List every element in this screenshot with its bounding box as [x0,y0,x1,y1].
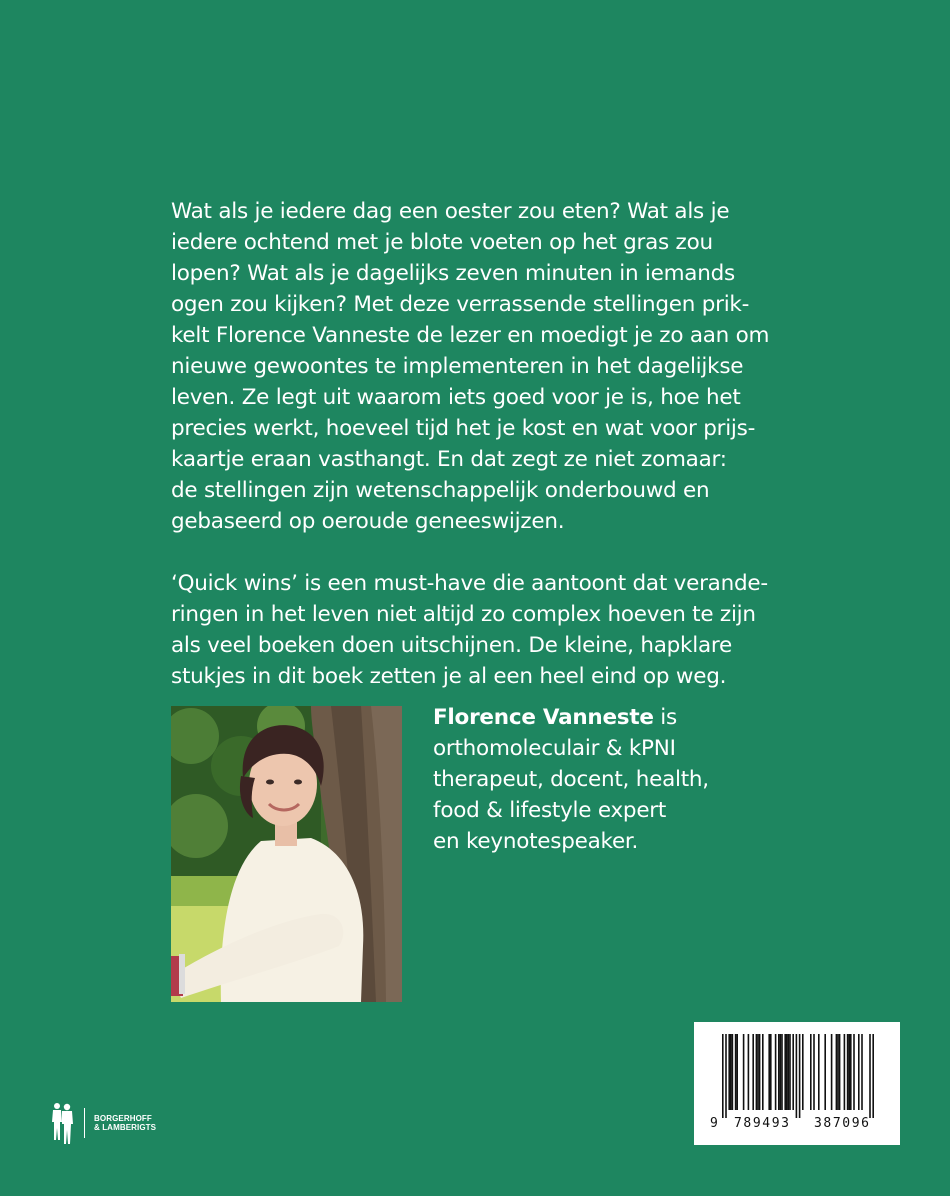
publisher-logo [50,1100,156,1146]
barcode-bar [770,1034,772,1110]
barcode-bar [781,1034,783,1110]
barcode-bar [778,1034,780,1110]
publisher-name: BORGERHOFF & LAMBERIGTS [94,1114,157,1132]
back-cover-blurb [171,196,783,692]
barcode-bar [844,1034,846,1110]
barcode-left-group: 789493 [734,1116,791,1131]
barcode-bar [786,1034,788,1110]
barcode-bar [792,1034,794,1110]
barcode-bar [831,1034,833,1110]
barcode-bar [818,1034,820,1110]
publisher-divider [84,1108,85,1138]
barcode-bar [736,1034,738,1110]
barcode-bar [762,1034,764,1110]
barcode-bar [732,1034,734,1110]
barcode-bar [799,1034,801,1118]
barcode-bar [861,1034,863,1110]
barcode-bar [743,1034,745,1110]
barcode-bar [757,1034,759,1110]
author-bio [433,702,813,857]
barcode-bar [810,1034,812,1110]
barcode-bar [730,1034,732,1110]
barcode-bar [722,1034,724,1118]
barcode-bar [847,1034,849,1110]
barcode-bar [839,1034,841,1110]
barcode-bar [872,1034,874,1118]
barcode-bar [836,1034,838,1110]
barcode-bar [768,1034,770,1110]
barcode-bar [858,1034,860,1110]
barcode-bar [813,1034,815,1110]
barcode-bar [869,1034,871,1118]
barcode-bar [850,1034,852,1110]
barcode-digits [710,1116,886,1134]
barcode-lead-digit: 9 [710,1116,720,1131]
barcode-bar [788,1034,790,1110]
barcode-right-group: 387096 [814,1116,871,1131]
barcode-bar [780,1034,782,1110]
barcode-bar [837,1034,839,1110]
two-figures-icon [50,1100,74,1146]
barcode-bar [728,1034,730,1110]
isbn-barcode [694,1022,900,1145]
barcode-bar [775,1034,777,1110]
blurb-paragraph-2: ‘Quick wins’ is een must-have die aantoont dat verande- ringen in het leven niet altijd zo complex hoeven te zijn als veel boeken doen uitschijnen. De kleine, hapklare stukjes in dit boek zetten je al een heel eind op weg. [171,571,768,689]
barcode-bar [735,1034,737,1110]
barcode-bar [759,1034,761,1110]
barcode-bar [748,1034,750,1110]
barcode-bar [752,1034,754,1110]
author-photo [171,706,402,1002]
barcode-bar [796,1034,798,1118]
barcode-bar [853,1034,855,1110]
author-name: Florence Vanneste [433,705,654,730]
barcode-bar [784,1034,786,1110]
barcode-bar [802,1034,804,1110]
blurb-paragraph-1: Wat als je iedere dag een oester zou eten? Wat als je iedere ochtend met je blote voeten op het gras zou lopen? Wat als je dagelijks zeven minuten in iemands ogen zou kijken? Met deze verrassende stellingen prik- kelt Florence Vanneste de lezer en moedigt je zo aan om nieuwe gewoontes te implementeren in het dagelijkse leven. Ze legt uit waarom iets goed voor je is, hoe het precies werkt, hoeveel tijd het je kost en wat voor prijs- kaartje eraan vasthangt. En dat zegt ze niet zomaar: de stellingen zijn wetenschappelijk onderbouwd en gebaseerd op oeroude geneeswijzen. [171,199,770,534]
author-bio-text: is orthomoleculair & kPNI therapeut, docent, health, food & lifestyle expert en keynotespeaker. [433,705,709,854]
barcode-bar [725,1034,727,1118]
barcode-bar [824,1034,826,1110]
barcode-bar [756,1034,758,1110]
barcode-bar [789,1034,791,1110]
barcode-bar [848,1034,850,1110]
